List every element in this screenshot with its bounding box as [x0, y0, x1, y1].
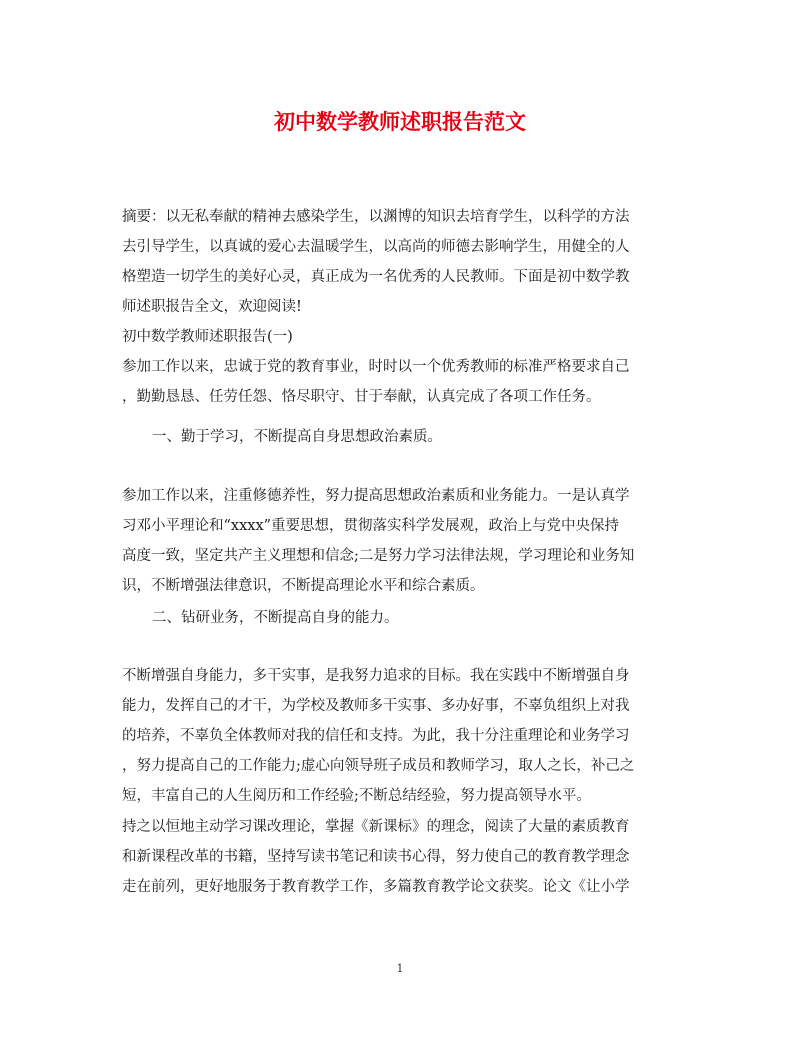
text-line: 短，丰富自己的人生阅历和工作经验;不断总结经验，努力提高领导水平。 — [122, 788, 591, 804]
section-heading-text: 一、勤于学习，不断提高自身思想政治素质。 — [152, 429, 442, 445]
text-line: 的培养，不辜负全体教师对我的信任和支持。为此，我十分注重理论和业务学习 — [122, 728, 630, 744]
section-heading-text: 二、钻研业务，不断提高自身的能力。 — [152, 610, 399, 626]
text-line: 师述职报告全文，欢迎阅读! — [122, 299, 302, 315]
text-line: 持之以恒地主动学习课改理论，掌握《新课标》的理念，阅读了大量的素质教育 — [122, 819, 630, 835]
report-subtitle: 初中数学教师述职报告(一) — [122, 329, 293, 345]
page-number: 1 — [396, 962, 404, 975]
text-line: 格塑造一切学生的美好心灵，真正成为一名优秀的人民教师。下面是初中数学教 — [122, 269, 630, 285]
paragraph-curriculum — [122, 812, 682, 902]
text-line: 摘要：以无私奉献的精神去感染学生，以渊博的知识去培育学生，以科学的方法 — [122, 209, 630, 225]
text-line: 习邓小平理论和“xxxx”重要思想，贯彻落实科学发展观，政治上与党中央保持 — [122, 518, 620, 534]
document-title: 初中数学教师述职报告范文 — [274, 109, 526, 134]
text-line: 和新课程改革的书籍，坚持写读书笔记和读书心得，努力使自己的教育教学理念 — [122, 849, 630, 865]
text-line: 参加工作以来，注重修德养性，努力提高思想政治素质和业务能力。一是认真学 — [122, 488, 630, 504]
section-heading-1 — [122, 422, 682, 452]
text-line: 能力，发挥自己的才干，为学校及教师多干实事、多办好事，不辜负组织上对我 — [122, 698, 630, 714]
text-line: ，勤勤恳恳、任劳任怨、恪尽职守、甘于奉献，认真完成了各项工作任务。 — [122, 389, 601, 405]
paragraph-abstract — [122, 202, 682, 412]
text-line: 识，不断增强法律意识，不断提高理论水平和综合素质。 — [122, 578, 485, 594]
text-line: 高度一致，坚定共产主义理想和信念;二是努力学习法律法规，学习理论和业务知 — [122, 548, 635, 564]
text-line: 不断增强自身能力，多干实事，是我努力追求的目标。我在实践中不断增强自身 — [122, 668, 630, 684]
section-heading-2 — [122, 603, 682, 633]
paragraph-study — [122, 481, 682, 601]
text-line: 走在前列，更好地服务于教育教学工作，多篇教育教学论文获奖。论文《让小学 — [122, 879, 630, 895]
text-line: ，努力提高自己的工作能力;虚心向领导班子成员和教师学习，取人之长，补己之 — [122, 758, 635, 774]
text-line: 参加工作以来，忠诚于党的教育事业，时时以一个优秀教师的标准严格要求自己 — [122, 359, 630, 375]
text-line: 去引导学生，以真诚的爱心去温暖学生，以高尚的师德去影响学生，用健全的人 — [122, 239, 630, 255]
paragraph-ability — [122, 661, 682, 811]
